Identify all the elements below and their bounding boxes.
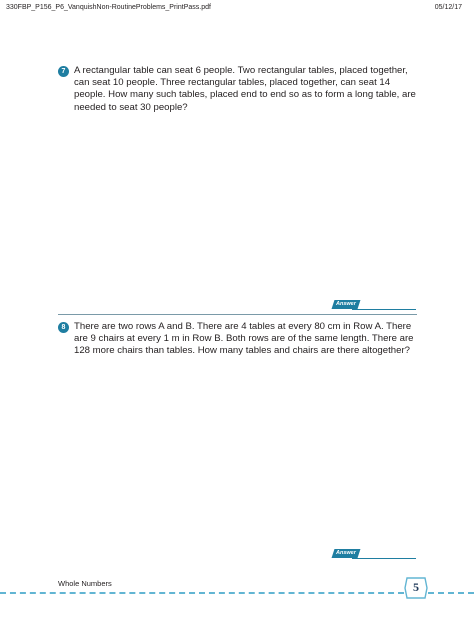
question-number-badge: 7 <box>58 66 69 77</box>
question-text: There are two rows A and B. There are 4 tables at every 80 cm in Row A. There are 9 chairs at every 1 m in Row B. Both rows are of the same length. There are 128 more chairs than tables. How many tables and chairs are there altogether? <box>74 321 414 357</box>
print-header <box>0 0 474 14</box>
question-number-badge: 8 <box>58 322 69 333</box>
footer-dashed-rule <box>0 592 404 594</box>
header-filename: 330FBP_P156_P6_VanquishNon-RoutineProblems_PrintPass.pdf <box>6 4 211 11</box>
page-number: 5 <box>413 580 419 594</box>
answer-line[interactable] <box>352 558 416 559</box>
question-text: A rectangular table can seat 6 people. Two rectangular tables, placed together, can seat 10 people. Three rectangular tables, placed together, can seat 14 people. How many such tables, placed end to end so as to form a long table, are needed to seat 30 people? <box>74 65 416 113</box>
answer-line[interactable] <box>352 309 416 310</box>
page-number-badge <box>404 577 428 599</box>
footer-section-title: Whole Numbers <box>58 579 112 588</box>
answer-label: Answer <box>332 549 361 558</box>
question-divider <box>58 314 417 315</box>
answer-label: Answer <box>332 300 361 309</box>
footer-dashed-rule-right <box>428 592 474 594</box>
header-date: 05/12/17 <box>434 4 462 11</box>
